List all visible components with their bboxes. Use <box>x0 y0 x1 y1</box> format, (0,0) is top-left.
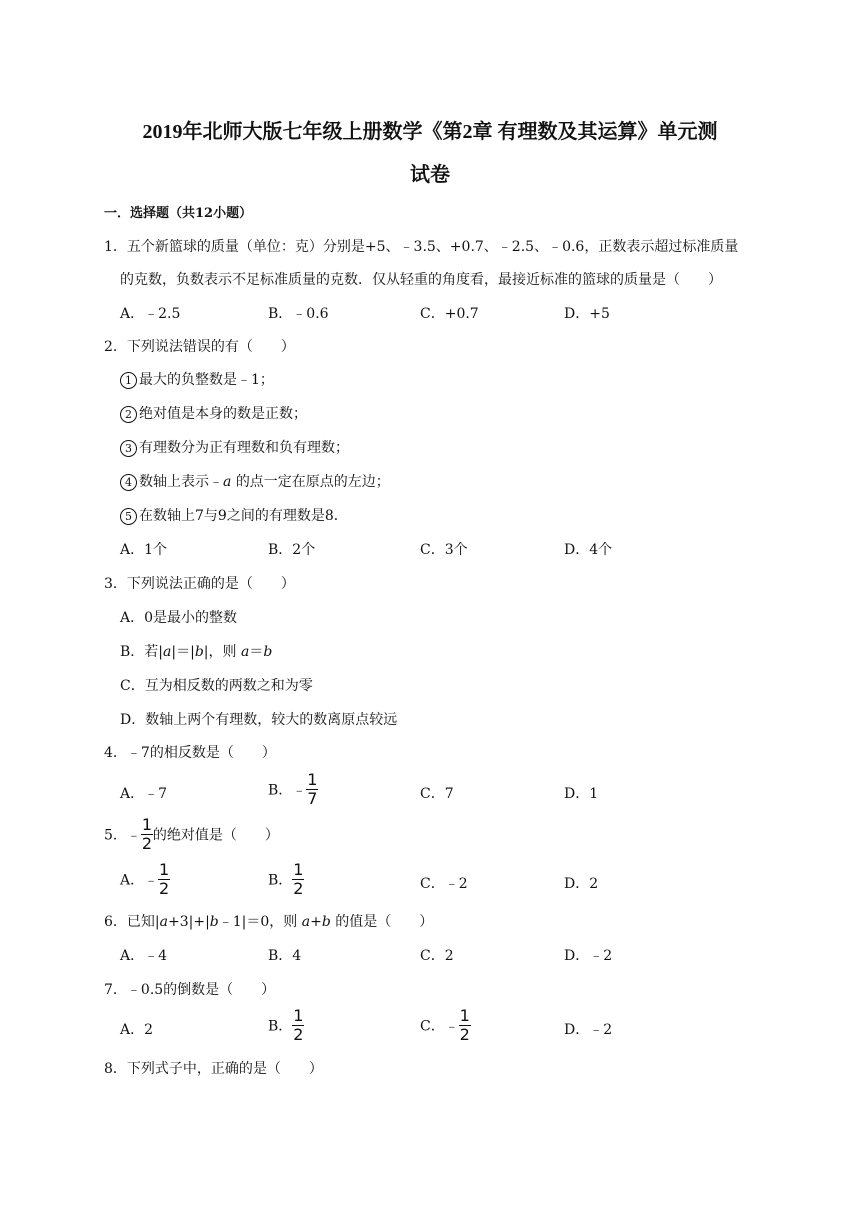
minus-sign: ﹣ <box>144 872 159 889</box>
fraction <box>292 862 304 897</box>
fraction <box>158 862 170 897</box>
variable-a: a <box>223 474 232 490</box>
fraction <box>292 1008 304 1043</box>
statement-text: 的点一定在原点的左边； <box>235 474 390 490</box>
option-text: |，则 <box>203 644 241 660</box>
stem-text: 的绝对值是（ ） <box>152 827 279 844</box>
stem-text: +3|+| <box>167 914 210 930</box>
option-text: ＝ <box>249 644 264 660</box>
question-3-option-a: A．0是最小的整数 <box>120 610 238 626</box>
stem-text: 5．﹣ <box>104 827 141 844</box>
question-2-stem: 2．下列说法错误的有（ ） <box>104 339 295 355</box>
variable-b: b <box>194 644 204 660</box>
fraction-denominator: 2 <box>159 879 170 898</box>
option-label: B． <box>268 872 293 889</box>
question-2-option-b: B．2个 <box>268 542 316 558</box>
fraction-numerator: 1 <box>293 860 304 879</box>
question-7-option-b <box>268 1008 304 1043</box>
statement-text: 数轴上表示﹣ <box>139 474 223 490</box>
fraction-numerator: 1 <box>307 770 318 789</box>
question-3-option-d: D．数轴上两个有理数，较大的数离原点较远 <box>120 712 398 728</box>
fraction-numerator: 1 <box>141 815 153 834</box>
question-6-option-a: A．﹣4 <box>120 948 168 964</box>
fraction-numerator: 1 <box>459 1006 470 1025</box>
fraction-denominator: 2 <box>293 879 304 898</box>
question-3-stem: 3．下列说法正确的是（ ） <box>104 576 295 592</box>
variable-a: a <box>163 644 172 660</box>
fraction-denominator: 7 <box>307 789 318 808</box>
option-label: B． <box>268 782 293 799</box>
question-2-statement-2 <box>120 403 307 423</box>
question-2-statement-3 <box>120 437 349 457</box>
question-2-statement-4 <box>120 471 390 491</box>
fraction-numerator: 1 <box>159 860 170 879</box>
question-4-option-c: C．7 <box>420 786 454 802</box>
minus-sign: ﹣ <box>292 782 307 799</box>
stem-text: ﹣1|＝0，则 <box>218 914 302 930</box>
question-5-option-b <box>268 862 304 897</box>
stem-text: 6．已知| <box>104 914 160 930</box>
stem-text: + <box>310 914 322 930</box>
question-4-option-b <box>268 772 318 807</box>
question-1-option-c: C．+0.7 <box>420 306 479 322</box>
statement-text: 在数轴上7与9之间的有理数是8． <box>139 508 348 524</box>
option-text: |＝| <box>171 644 195 660</box>
question-6-option-c: C．2 <box>420 948 454 964</box>
fraction-denominator: 2 <box>293 1025 304 1044</box>
question-1-option-d: D．+5 <box>564 306 610 322</box>
fraction <box>141 817 153 852</box>
statement-text: 绝对值是本身的数是正数； <box>139 406 307 422</box>
variable-a: a <box>240 644 250 660</box>
question-7-option-a: A．2 <box>120 1022 154 1038</box>
question-7-option-d: D．﹣2 <box>564 1022 613 1038</box>
statement-text: 有理数分为正有理数和负有理数； <box>139 440 349 456</box>
question-4-option-d: D．1 <box>564 786 599 802</box>
question-5-option-a <box>120 862 170 897</box>
circled-number-1: 1 <box>120 372 137 389</box>
question-6-option-b: B．4 <box>268 948 302 964</box>
question-2-option-a: A．1个 <box>120 542 168 558</box>
question-2-option-c: C．3个 <box>420 542 468 558</box>
question-1-line2: 的克数，负数表示不足标准质量的克数．仅从轻重的角度看，最接近标准的篮球的质量是（ ） <box>120 272 722 288</box>
question-8-stem: 8．下列式子中，正确的是（ ） <box>104 1061 323 1077</box>
question-6-option-d: D．﹣2 <box>564 948 613 964</box>
question-3-option-c: C．互为相反数的两数之和为零 <box>120 678 313 694</box>
question-2-option-d: D．4个 <box>564 542 613 558</box>
variable-b: b <box>209 914 219 930</box>
option-label: C． <box>420 1018 445 1035</box>
circled-number-4: 4 <box>120 474 137 491</box>
question-4-option-a: A．﹣7 <box>120 786 168 802</box>
fraction-denominator: 2 <box>459 1025 470 1044</box>
fraction-numerator: 1 <box>293 1006 304 1025</box>
variable-a: a <box>301 914 311 930</box>
question-1-option-b: B．﹣0.6 <box>268 306 329 322</box>
variable-b: b <box>263 644 273 660</box>
section-heading: 一．选择题（共12小题） <box>104 206 253 221</box>
stem-text: 的值是（ ） <box>330 914 434 930</box>
circled-number-2: 2 <box>120 406 137 423</box>
question-7-stem: 7．﹣0.5的倒数是（ ） <box>104 982 276 998</box>
page-title-line2: 试卷 <box>410 164 450 186</box>
question-2-statement-1 <box>120 369 274 389</box>
question-4-stem: 4．﹣7的相反数是（ ） <box>104 745 276 761</box>
fraction <box>306 772 318 807</box>
option-label: B． <box>268 1018 293 1035</box>
question-5-option-c: C．﹣2 <box>420 876 468 892</box>
question-5-option-d: D．2 <box>564 876 599 892</box>
page-title-line1: 2019年北师大版七年级上册数学《第2章 有理数及其运算》单元测 <box>142 121 718 143</box>
fraction <box>459 1008 471 1043</box>
minus-sign: ﹣ <box>444 1018 459 1035</box>
question-5-stem <box>104 817 279 852</box>
circled-number-3: 3 <box>120 440 137 457</box>
question-1-line1: 1．五个新篮球的质量（单位：克）分别是+5、﹣3.5、+0.7、﹣2.5、﹣0.6，正数表示超过标准质量 <box>104 239 739 255</box>
circled-number-5: 5 <box>120 508 137 525</box>
question-3-option-b <box>120 641 272 661</box>
option-label: A． <box>120 872 145 889</box>
question-6-stem <box>104 911 433 931</box>
variable-b: b <box>321 914 331 930</box>
statement-text: 最大的负整数是﹣1； <box>139 372 274 388</box>
option-text: B．若| <box>120 644 164 660</box>
question-2-statement-5 <box>120 505 348 525</box>
question-1-option-a: A．﹣2.5 <box>120 306 181 322</box>
fraction-denominator: 2 <box>141 834 153 853</box>
variable-a: a <box>159 914 168 930</box>
question-7-option-c <box>420 1008 471 1043</box>
